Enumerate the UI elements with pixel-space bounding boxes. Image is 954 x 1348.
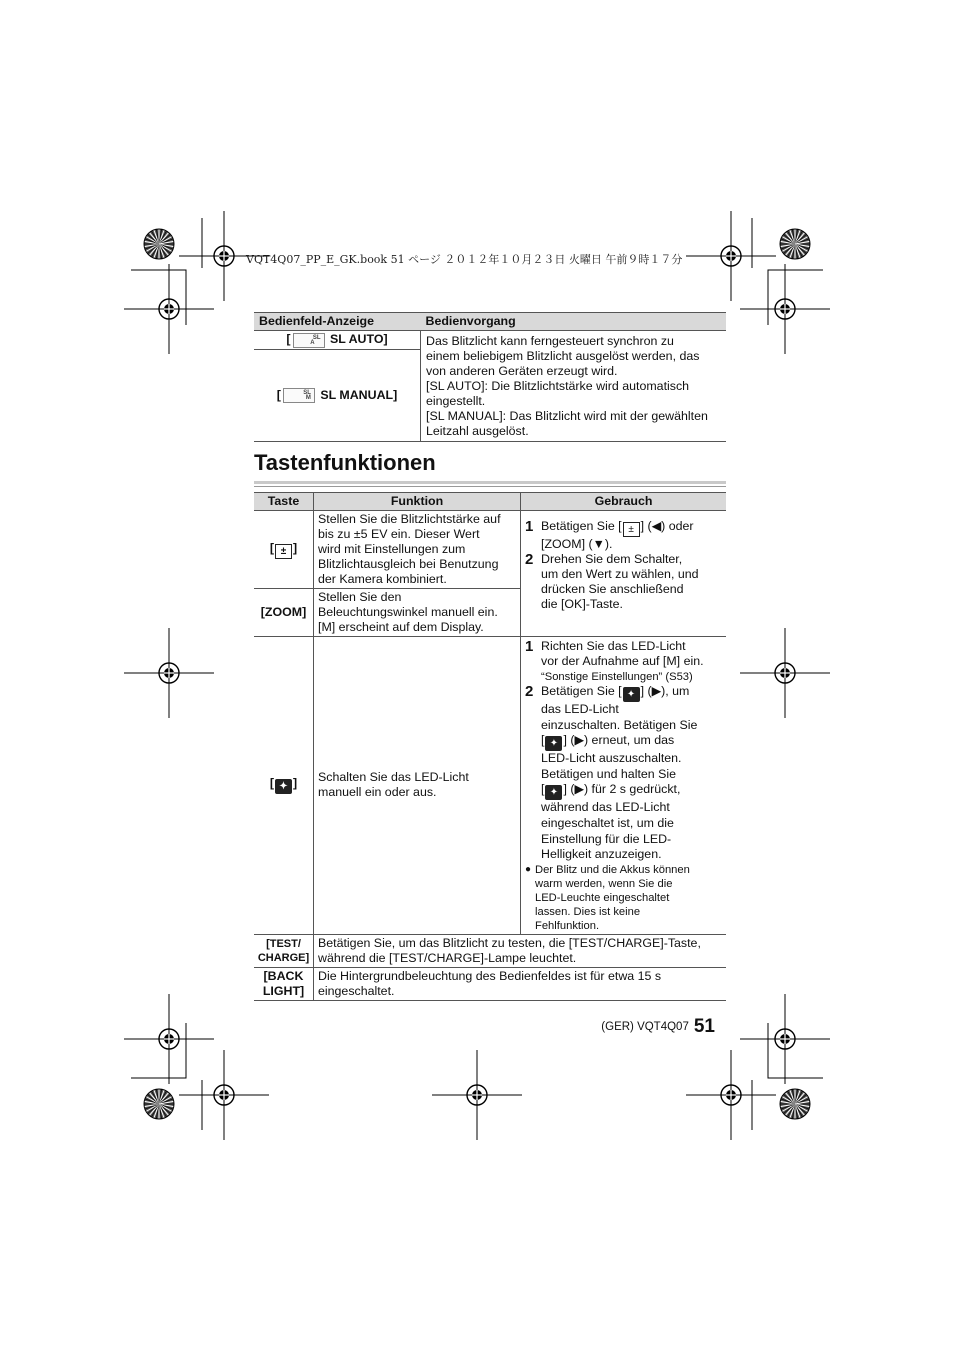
- crop-corner: [768, 1023, 823, 1078]
- flash-comp-function: Stellen Sie die Blitzlichtstärke auf bis zu ±5 EV ein. Dieser Wert wird mit Einstellungen zum Blitzlichtausgleich bei Benutzung der Kamera kombiniert.: [314, 511, 521, 589]
- bracket-open: [: [286, 332, 291, 347]
- header-function: Funktion: [314, 493, 521, 511]
- led-light-icon: ✦: [623, 687, 640, 702]
- led-function: Schalten Sie das LED-Licht manuell ein oder aus.: [314, 637, 521, 935]
- registration-target: [686, 211, 776, 301]
- registration-target: [686, 1050, 776, 1140]
- test-charge-text: Betätigen Sie, um das Blitzlicht zu testen, die [TEST/CHARGE]-Taste, während die [TEST/CHARGE]-Lampe leuchtet.: [314, 934, 727, 967]
- registration-target: [740, 628, 830, 718]
- crop-corner: [131, 270, 186, 325]
- sl-manual-cell: [254, 350, 421, 442]
- sl-auto-panel-icon: SL A: [293, 333, 325, 348]
- registration-target: [740, 994, 830, 1084]
- flash-compensation-icon: ±: [623, 522, 640, 537]
- color-registration-mark: [144, 1089, 174, 1119]
- led-light-icon: ✦: [275, 779, 292, 794]
- flash-compensation-icon: ±: [275, 544, 292, 559]
- registration-target: [124, 628, 214, 718]
- sl-auto-label: SL AUTO]: [329, 332, 388, 347]
- registration-target: [179, 1050, 269, 1140]
- usage-step: 1 Betätigen Sie [ ± ] (◀) oder [ZOOM] (▼).: [525, 518, 694, 551]
- registration-target: [740, 264, 830, 354]
- usage-step: 1 Richten Sie das LED-Licht vor der Aufnahme auf [M] ein. “Sonstige Einstellungen” (S53): [525, 638, 704, 683]
- registration-target: [432, 1050, 522, 1140]
- led-usage: [521, 637, 727, 935]
- usage-step: 2 Drehen Sie dem Schalter, um den Wert zu wählen, und drücken Sie anschließend die [OK]-Taste.: [525, 551, 699, 611]
- print-header: VQT4Q07_PP_E_GK.book 51 ページ ２０１２年１０月２３日 火曜日 午前９時１７分: [246, 253, 683, 266]
- page-number: 51: [693, 1016, 715, 1037]
- test-charge-key: [TEST/ CHARGE]: [254, 934, 314, 967]
- section-rule: [254, 481, 726, 484]
- doc-code: (GER) VQT4Q07: [601, 1021, 689, 1033]
- back-light-key: [BACK LIGHT]: [254, 967, 314, 1000]
- usage-step: 2 Betätigen Sie [ ✦ ] (▶), um das LED-Licht einzuschalten. Betätigen Sie [ ✦ ] (▶) erneut, um das LED-Licht auszuschalten. Betätigen und halten Sie [ ✦ ] (▶) für 2 s gedrückt, während das LED-Licht eingeschaltet ist, um die Einstellung für die LED- Helligkeit anzuzeigen.: [525, 683, 698, 862]
- flash-zoom-usage: [521, 511, 727, 637]
- page-footer: [601, 1016, 715, 1038]
- bracket-open: [: [276, 387, 281, 402]
- header-panel-display: Bedienfeld-Anzeige: [254, 313, 421, 331]
- sl-manual-label: SL MANUAL]: [320, 387, 398, 402]
- led-key: [ ✦ ]: [254, 637, 314, 935]
- header-key: Taste: [254, 493, 314, 511]
- section-title: Tastenfunktionen: [254, 450, 436, 475]
- button-functions-table: [254, 492, 726, 1001]
- header-operation: Bedienvorgang: [421, 313, 727, 331]
- zoom-function: Stellen Sie den Beleuchtungswinkel manuell ein. [M] erscheint auf dem Display.: [314, 589, 521, 637]
- sl-manual-panel-icon: SL M: [283, 388, 315, 403]
- flash-comp-key: [ ± ]: [254, 511, 314, 589]
- back-light-text: Die Hintergrundbeleuchtung des Bedienfeldes ist für etwa 15 s eingeschaltet.: [314, 967, 727, 1000]
- registration-target: [124, 264, 214, 354]
- bullet-icon: ●: [525, 863, 532, 875]
- usage-note: ● Der Blitz und die Akkus können warm werden, wenn Sie die LED-Leuchte eingeschaltet lassen. Dies ist keine Fehlfunktion.: [525, 863, 690, 932]
- panel-display-table: [254, 312, 726, 442]
- color-registration-mark: [780, 1089, 810, 1119]
- crop-corner: [131, 1023, 186, 1078]
- crop-corner: [768, 270, 823, 325]
- zoom-key: [ZOOM]: [254, 589, 314, 637]
- led-light-icon: ✦: [545, 785, 562, 800]
- sl-auto-cell: [254, 331, 421, 350]
- color-registration-mark: [144, 229, 174, 259]
- sl-description: Das Blitzlicht kann ferngesteuert synchron zu einem beliebigem Blitzlicht ausgelöst werden, das von anderen Geräten erzeugt wird. [SL AUTO]: Die Blitzlichtstärke wird automatisch eingestellt. [SL MANUAL]: Das Blitzlicht wird mit der gewählten Leitzahl ausgelöst.: [421, 331, 727, 442]
- led-light-icon: ✦: [545, 736, 562, 751]
- registration-target: [124, 994, 214, 1084]
- color-registration-mark: [780, 229, 810, 259]
- section-rule-thin: [254, 486, 726, 487]
- header-usage: Gebrauch: [521, 493, 727, 511]
